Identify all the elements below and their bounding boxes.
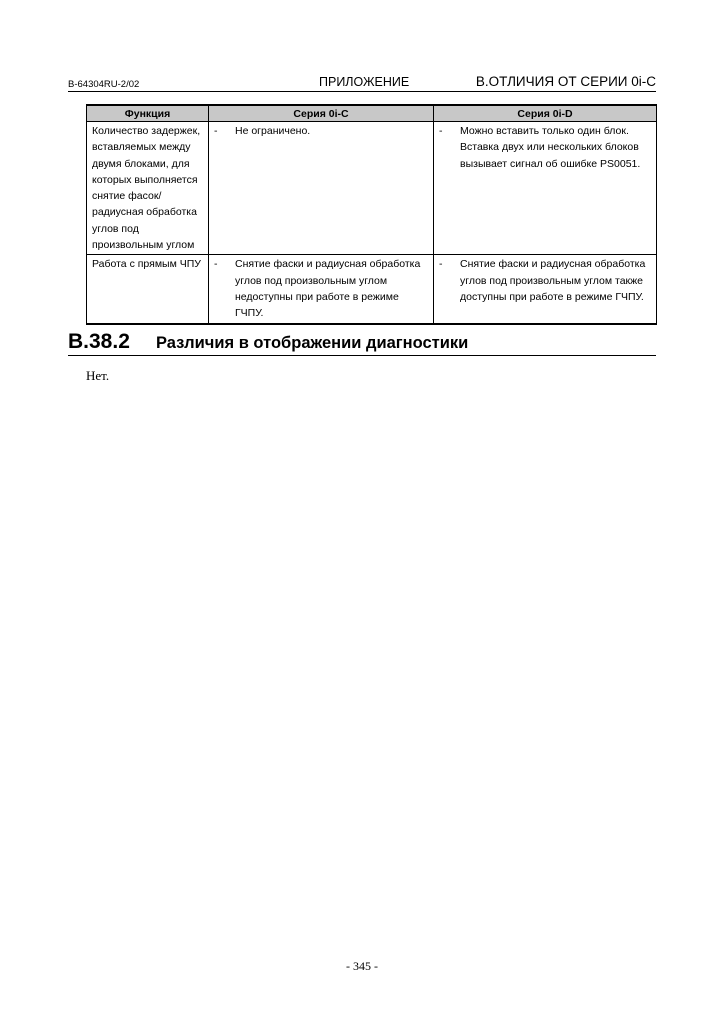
section-body-text: Нет. <box>86 368 110 383</box>
section-divider <box>68 355 656 356</box>
function-cell <box>87 122 209 255</box>
bullet-dash: - <box>214 258 218 271</box>
header-appendix: ПРИЛОЖЕНИЕ <box>319 75 410 89</box>
table-row <box>87 255 657 324</box>
list-item <box>214 256 429 321</box>
function-text: Количество задержек, вставляемых между двумя блоками, для которых выполняется снятие фасок/радиусная обработка углов под произвольным углом <box>92 125 201 252</box>
series-d-text <box>460 123 652 172</box>
series-c-text: Не ограничено. <box>235 125 311 137</box>
comparison-table <box>86 104 657 325</box>
function-text: Работа с прямым ЧПУ <box>92 258 201 271</box>
column-header-function: Функция <box>87 105 209 122</box>
function-cell <box>87 255 209 324</box>
table-header-row <box>87 105 657 122</box>
bullet-dash: - <box>439 125 443 137</box>
section-number: B.38.2 <box>68 330 130 353</box>
list-item <box>214 123 429 139</box>
series-c-cell <box>209 122 434 255</box>
bullet-dash: - <box>439 258 443 271</box>
series-d-sentence: Вставка двух или нескольких блоков вызывает сигнал об ошибке PS0051. <box>460 141 641 170</box>
table-row <box>87 122 657 255</box>
series-c-text: Снятие фаски и радиусная обработка углов под произвольным углом недоступны при работе в режиме ГЧПУ. <box>235 258 421 320</box>
column-header-series-c: Серия 0i-C <box>209 105 434 122</box>
page-number: - 345 - <box>346 959 378 973</box>
bullet-dash: - <box>214 125 218 137</box>
list-item <box>439 123 652 172</box>
list-item <box>439 256 652 305</box>
series-c-cell <box>209 255 434 324</box>
series-d-cell <box>434 122 657 255</box>
document-number: B-64304RU-2/02 <box>68 79 140 90</box>
series-d-cell <box>434 255 657 324</box>
series-d-sentence: Можно вставить только один блок. <box>460 125 629 137</box>
section-heading <box>68 330 656 356</box>
header-divider <box>68 91 656 92</box>
section-title: Различия в отображении диагностики <box>156 334 469 352</box>
header-section-title: B.ОТЛИЧИЯ ОТ СЕРИИ 0i-C <box>475 74 656 89</box>
column-header-series-d: Серия 0i-D <box>434 105 657 122</box>
series-d-text: Снятие фаски и радиусная обработка углов под произвольным углом также доступны при работе в режиме ГЧПУ. <box>460 258 646 303</box>
page-header <box>68 74 656 92</box>
